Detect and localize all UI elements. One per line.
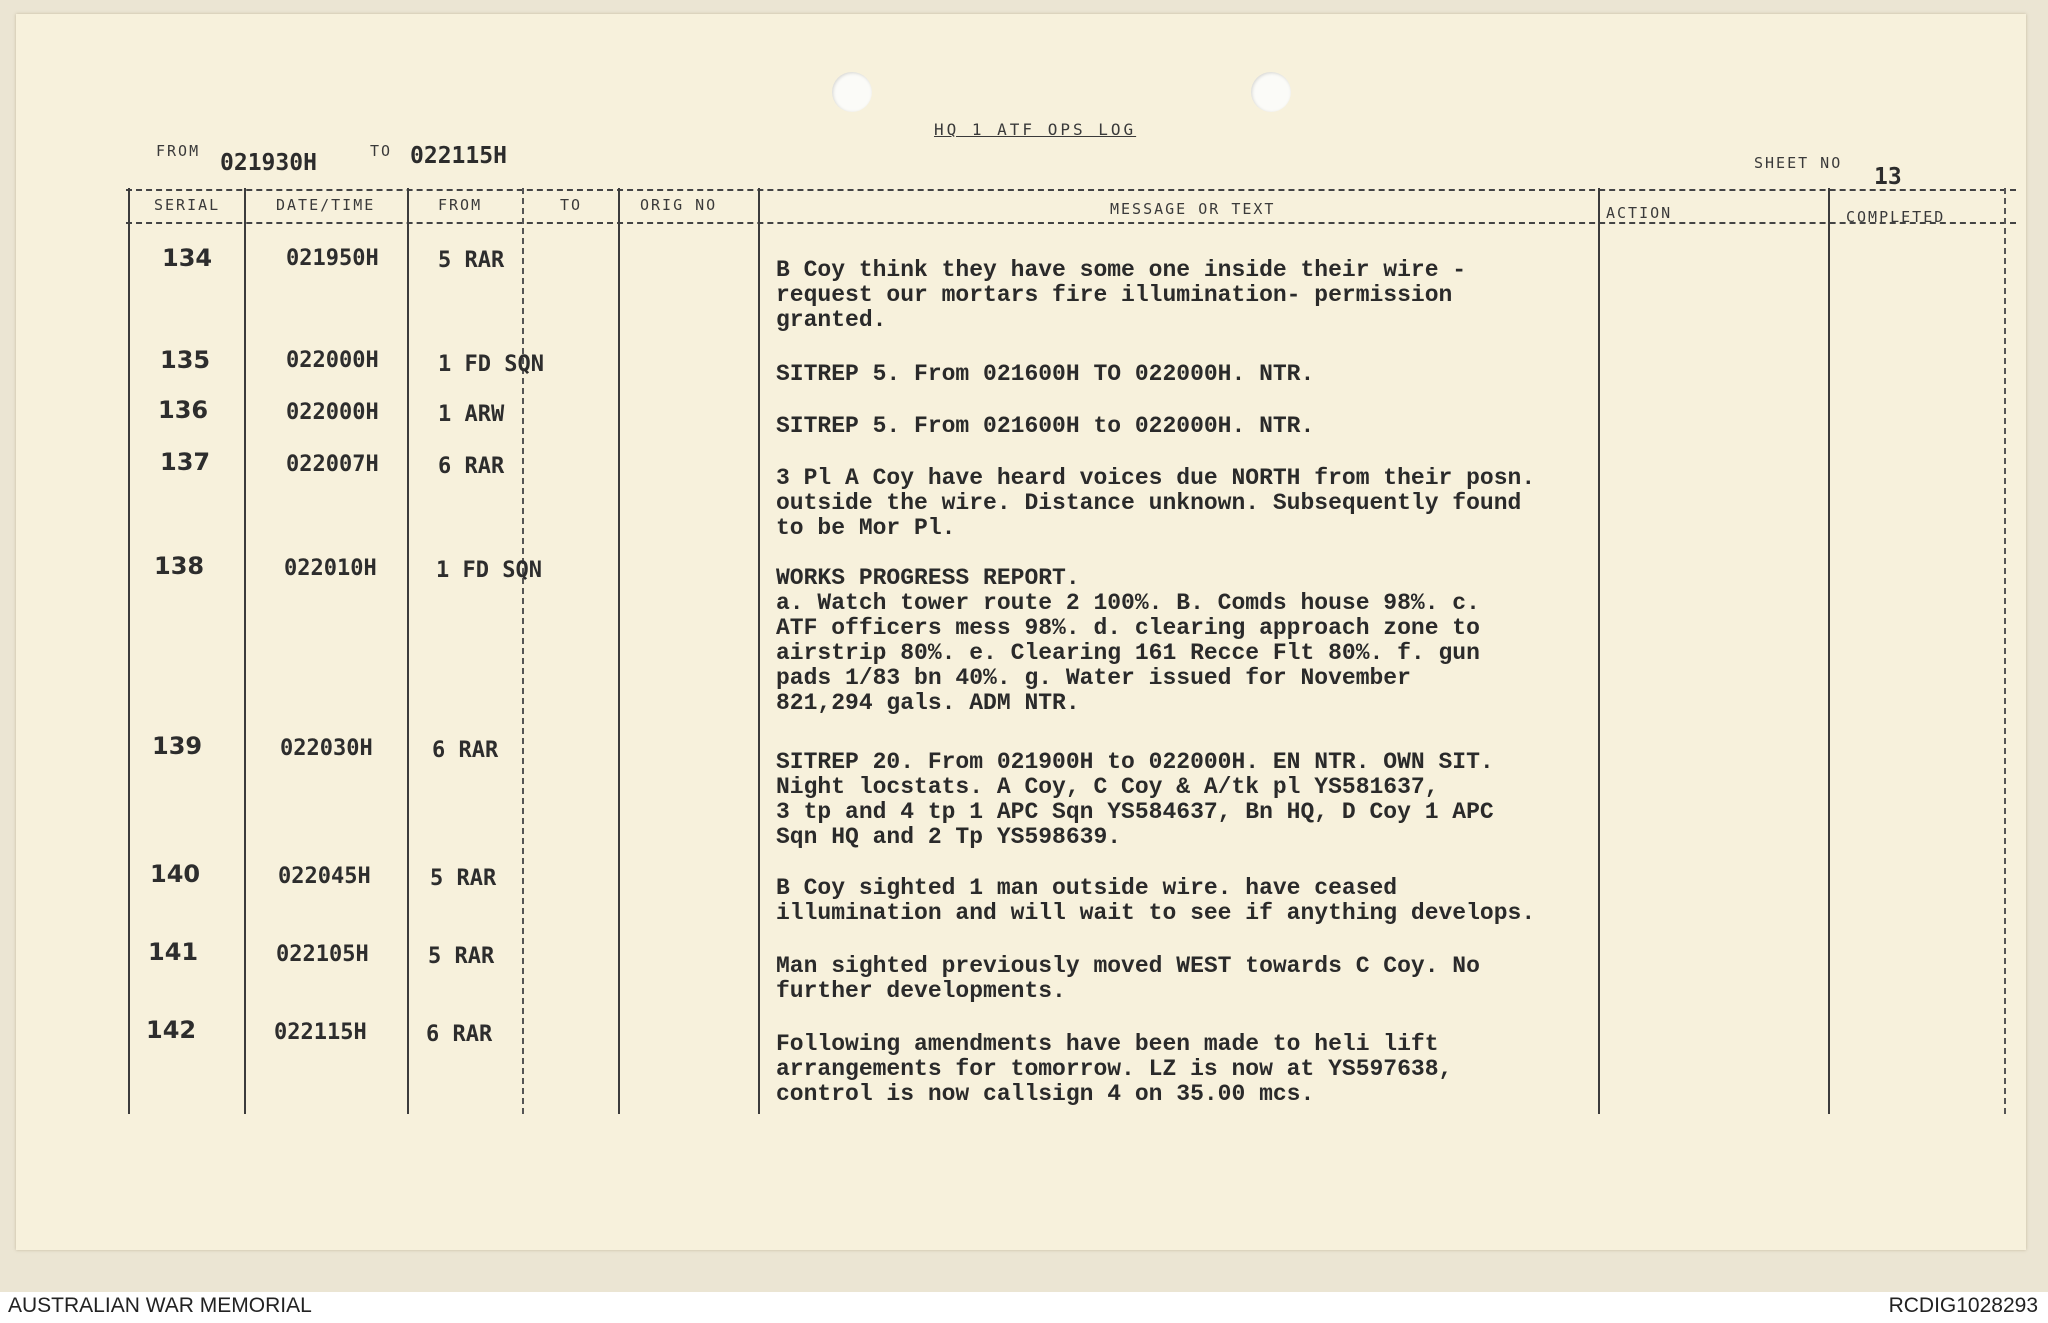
entry-message: WORKS PROGRESS REPORT. a. Watch tower route 2 100%. B. Comds house 98%. c. ATF officers mess 98%. d. clearing approach zone to airstrip 80%. e. Clearing 161 Recce Flt 80%. f. gun pads 1/83 bn 40%. g. Water issued for November 821,294 gals. ADM NTR. [776, 565, 1480, 716]
col-divider-action [1828, 188, 1830, 1114]
entry-from: 5 RAR [430, 866, 497, 891]
from-label: FROM [156, 142, 201, 160]
col-header-datetime: DATE/TIME [276, 196, 376, 214]
entry-message: Following amendments have been made to heli lift arrangements for tomorrow. LZ is now at YS597638, control is now callsign 4 on 35.00 mcs. [776, 1031, 1453, 1107]
sheet-label: SHEET NO [1754, 154, 1843, 172]
to-label: TO [370, 142, 393, 160]
col-header-to: TO [560, 196, 583, 214]
table-top-rule [126, 189, 2016, 191]
header-bottom-rule [126, 222, 2016, 224]
col-divider-datetime [407, 188, 409, 1114]
col-divider-left [128, 188, 130, 1114]
entry-serial: 134 [162, 244, 213, 272]
sheet-number: 13 [1874, 164, 1902, 190]
entry-datetime: 022030H [280, 736, 373, 761]
entry-from: 1 FD SQN [438, 352, 544, 377]
archive-footer [0, 1292, 2048, 1323]
entry-serial: 142 [146, 1016, 197, 1044]
entry-serial: 135 [160, 346, 211, 374]
entry-from: 5 RAR [438, 248, 505, 273]
log-title: HQ 1 ATF OPS LOG [934, 120, 1137, 139]
entry-message: B Coy sighted 1 man outside wire. have ceased illumination and will wait to see if anything develops. [776, 875, 1536, 926]
entry-from: 6 RAR [426, 1022, 493, 1047]
col-divider-from [522, 188, 524, 1114]
entry-from: 6 RAR [438, 454, 505, 479]
footer-institution: AUSTRALIAN WAR MEMORIAL [8, 1294, 312, 1317]
entry-message: SITREP 20. From 021900H to 022000H. EN NTR. OWN SIT. Night locstats. A Coy, C Coy & A/tk pl YS581637, 3 tp and 4 tp 1 APC Sqn YS584637, Bn HQ, D Coy 1 APC Sqn HQ and 2 Tp YS598639. [776, 749, 1494, 850]
entry-serial: 140 [150, 860, 201, 888]
col-divider-orig [758, 188, 760, 1114]
entry-serial: 141 [148, 938, 199, 966]
col-header-completed: COMPLETED [1846, 208, 1946, 226]
col-divider-right [2004, 188, 2006, 1114]
entry-serial: 136 [158, 396, 209, 424]
entry-from: 1 FD SQN [436, 558, 542, 583]
col-header-message: MESSAGE OR TEXT [1110, 200, 1276, 218]
entry-datetime: 022045H [278, 864, 371, 889]
entry-message: B Coy think they have some one inside their wire - request our mortars fire illumination- permission granted. [776, 257, 1467, 333]
entry-datetime: 022007H [286, 452, 379, 477]
entry-message: 3 Pl A Coy have heard voices due NORTH from their posn. outside the wire. Distance unknown. Subsequently found to be Mor Pl. [776, 465, 1536, 541]
punch-hole-left [832, 72, 872, 112]
entry-from: 1 ARW [438, 402, 505, 427]
footer-item-id: RCDIG1028293 [1888, 1294, 2038, 1317]
entry-datetime: 022115H [274, 1020, 367, 1045]
col-header-action: ACTION [1606, 204, 1673, 222]
entry-from: 5 RAR [428, 944, 495, 969]
entry-serial: 137 [160, 448, 211, 476]
entry-datetime: 022105H [276, 942, 369, 967]
entry-serial: 139 [152, 732, 203, 760]
entry-datetime: 022000H [286, 348, 379, 373]
entry-datetime: 021950H [286, 246, 379, 271]
entry-datetime: 022010H [284, 556, 377, 581]
from-value: 021930H [220, 150, 317, 176]
entry-serial: 138 [154, 552, 205, 580]
entry-from: 6 RAR [432, 738, 499, 763]
entry-datetime: 022000H [286, 400, 379, 425]
col-header-orig-no: ORIG NO [640, 196, 718, 214]
col-header-from: FROM [438, 196, 483, 214]
entry-message: SITREP 5. From 021600H TO 022000H. NTR. [776, 361, 1315, 387]
to-value: 022115H [410, 143, 507, 169]
punch-hole-right [1251, 72, 1291, 112]
col-divider-serial [244, 188, 246, 1114]
entry-message: Man sighted previously moved WEST towards C Coy. No further developments. [776, 953, 1480, 1004]
col-divider-to [618, 188, 620, 1114]
col-header-serial: SERIAL [154, 196, 221, 214]
entry-message: SITREP 5. From 021600H to 022000H. NTR. [776, 413, 1315, 439]
